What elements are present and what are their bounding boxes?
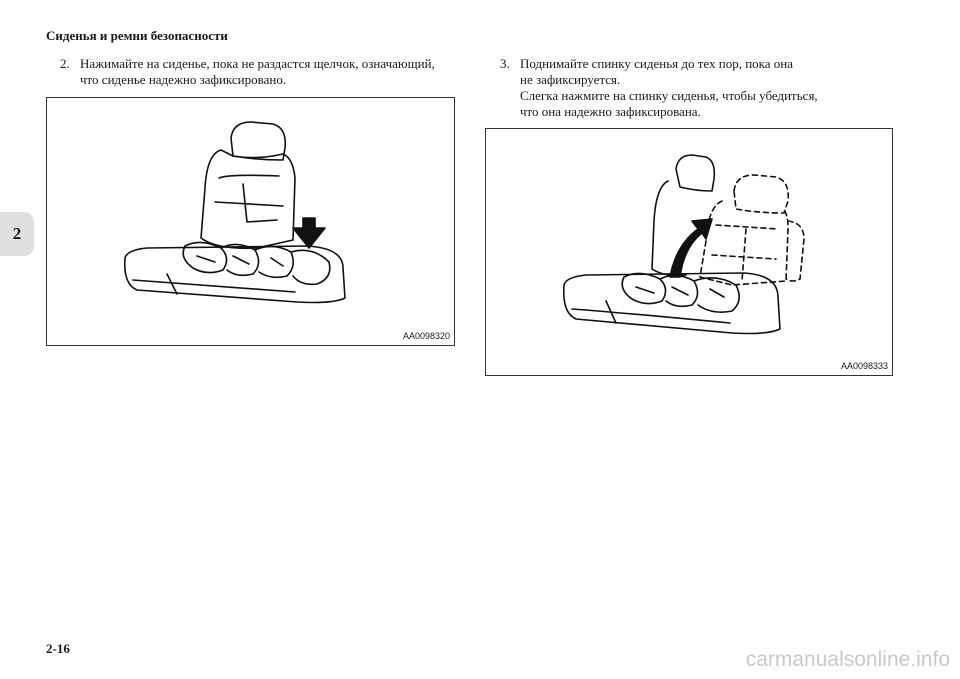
seat-cushion-illustration	[47, 98, 454, 345]
page-number: 2-16	[46, 641, 70, 656]
figure-code: AA0098320	[402, 331, 450, 341]
figure-code: AA0098333	[840, 361, 888, 371]
section-header: Сиденья и ремни безопасности	[46, 28, 228, 43]
chapter-tab[interactable]	[0, 212, 34, 256]
down-arrow-icon	[293, 218, 325, 248]
curved-up-arrow-icon	[670, 219, 712, 277]
chapter-tab-label: 2	[12, 224, 22, 243]
step-text: Нажимайте на сиденье, пока не раздастся щелчок, означающий, что сиденье надежно зафиксировано.	[80, 56, 435, 87]
seat-back-illustration	[486, 129, 892, 375]
step-2	[60, 56, 460, 88]
step-3	[500, 56, 900, 120]
step-number: 2.	[60, 56, 70, 71]
figure-seat-back-raise	[485, 128, 893, 376]
step-text: Поднимайте спинку сиденья до тех пор, пока она не зафиксируется. Слегка нажмите на спинку сиденья, чтобы убедиться, что она надежно зафиксирована.	[520, 56, 818, 119]
dashed-seat-back	[700, 175, 804, 285]
figure-seat-cushion-press	[46, 97, 455, 346]
step-number: 3.	[500, 56, 510, 71]
watermark-link[interactable]: carmanualsonline.info	[745, 648, 950, 671]
